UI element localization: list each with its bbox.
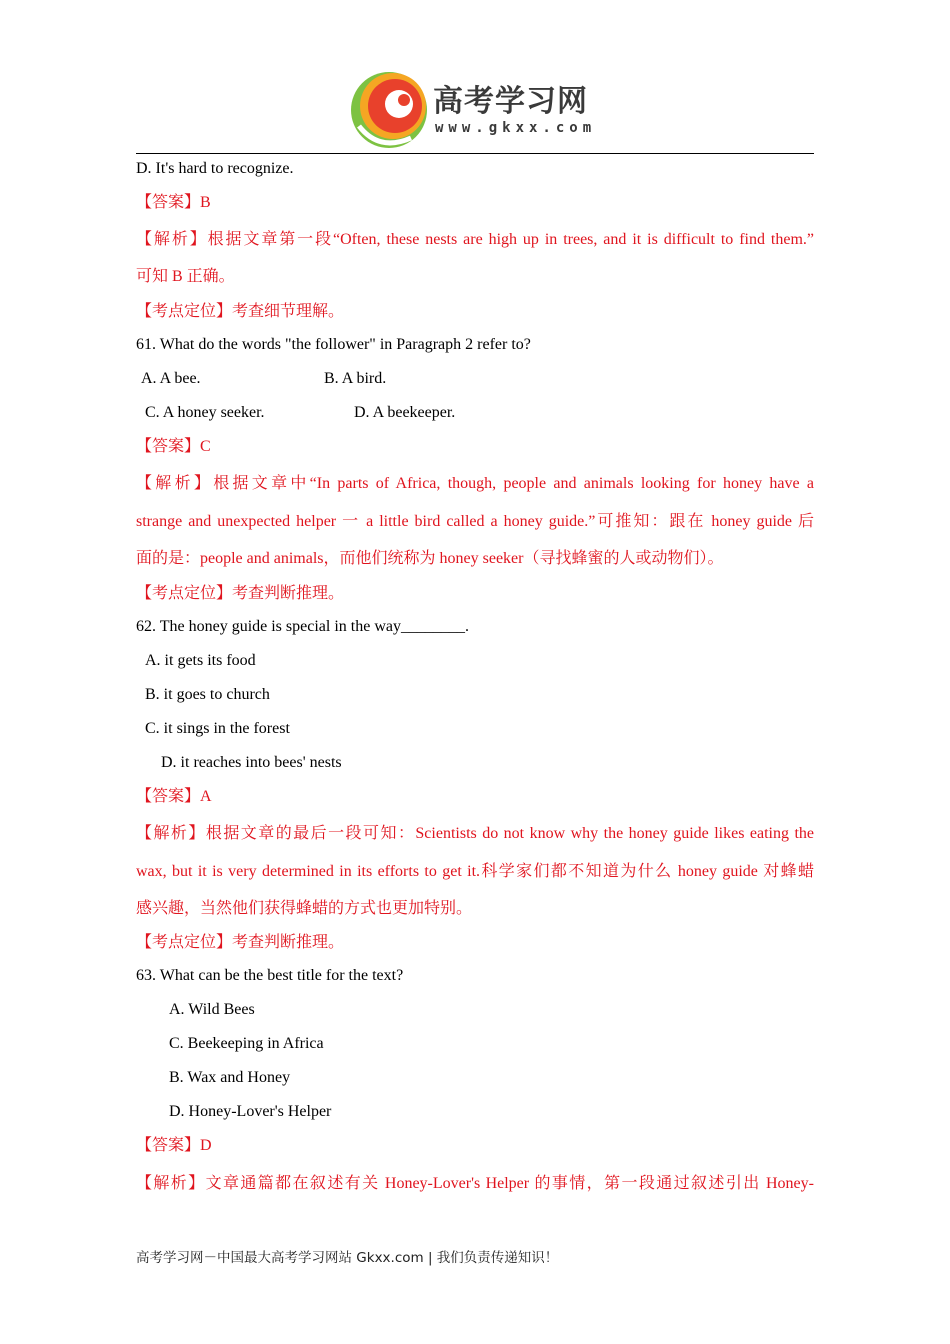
site-logo[interactable]	[349, 66, 619, 152]
exam-point-line: 【考点定位】考查判断推理。	[136, 585, 345, 602]
option-d-line: D. It's hard to recognize.	[136, 160, 294, 177]
analysis-line: wax, but it is very determined in its efforts to get it.科学家们都不知道为什么 honey guide 对蜂蜡	[136, 863, 814, 880]
question-62: 62. The honey guide is special in the way________.	[136, 618, 469, 635]
option-c: C. A honey seeker.	[145, 404, 265, 421]
analysis-line: 【解析】文章通篇都在叙述有关 Honey-Lover's Helper 的事情，第一段通过叙述引出 Honey-	[136, 1175, 814, 1192]
option-d: D. it reaches into bees' nests	[161, 754, 342, 771]
option-b: B. Wax and Honey	[169, 1069, 291, 1086]
option-d: D. A beekeeper.	[354, 404, 456, 421]
exam-point-line: 【考点定位】考查判断推理。	[136, 934, 345, 951]
header-divider	[136, 153, 814, 154]
analysis-line: 【解析】根据文章中“In parts of Africa, though, people and animals looking for honey have a	[136, 475, 814, 492]
option-a: A. Wild Bees	[169, 1001, 255, 1018]
answer-line: 【答案】A	[136, 788, 212, 805]
analysis-line: 【解析】根据文章的最后一段可知：Scientists do not know why the honey guide likes eating the	[136, 825, 814, 842]
logo-title: 高考学习网	[433, 84, 588, 119]
analysis-line: strange and unexpected helper 一 a little bird called a honey guide.”可推知：跟在 honey guide 后	[136, 513, 814, 530]
option-b: B. it goes to church	[145, 686, 270, 703]
page-header	[136, 0, 814, 156]
analysis-line: 可知 B 正确。	[136, 268, 235, 285]
analysis-line: 【解析】根据文章第一段“Often, these nests are high up in trees, and it is difficult to find them.”	[136, 231, 814, 248]
option-b: B. A bird.	[324, 370, 387, 387]
logo-swirl-icon	[349, 66, 433, 152]
logo-url: www.gkxx.com	[435, 120, 597, 136]
answer-line: 【答案】D	[136, 1137, 212, 1154]
option-c: C. it sings in the forest	[145, 720, 290, 737]
option-d: D. Honey-Lover's Helper	[169, 1103, 332, 1120]
option-c: C. Beekeeping in Africa	[169, 1035, 324, 1052]
analysis-line: 面的是：people and animals，而他们统称为 honey seeker（寻找蜂蜜的人或动物们）。	[136, 550, 724, 567]
answer-line: 【答案】B	[136, 194, 211, 211]
question-61: 61. What do the words "the follower" in Paragraph 2 refer to?	[136, 336, 531, 353]
exam-point-line: 【考点定位】考查细节理解。	[136, 303, 345, 320]
page-footer: 高考学习网－中国最大高考学习网站 Gkxx.com | 我们负责传递知识！	[136, 1250, 559, 1266]
option-a: A. it gets its food	[145, 652, 256, 669]
question-63: 63. What can be the best title for the text?	[136, 967, 404, 984]
answer-line: 【答案】C	[136, 438, 211, 455]
option-a: A. A bee.	[141, 370, 201, 387]
analysis-line: 感兴趣，当然他们获得蜂蜡的方式也更加特别。	[136, 900, 473, 917]
